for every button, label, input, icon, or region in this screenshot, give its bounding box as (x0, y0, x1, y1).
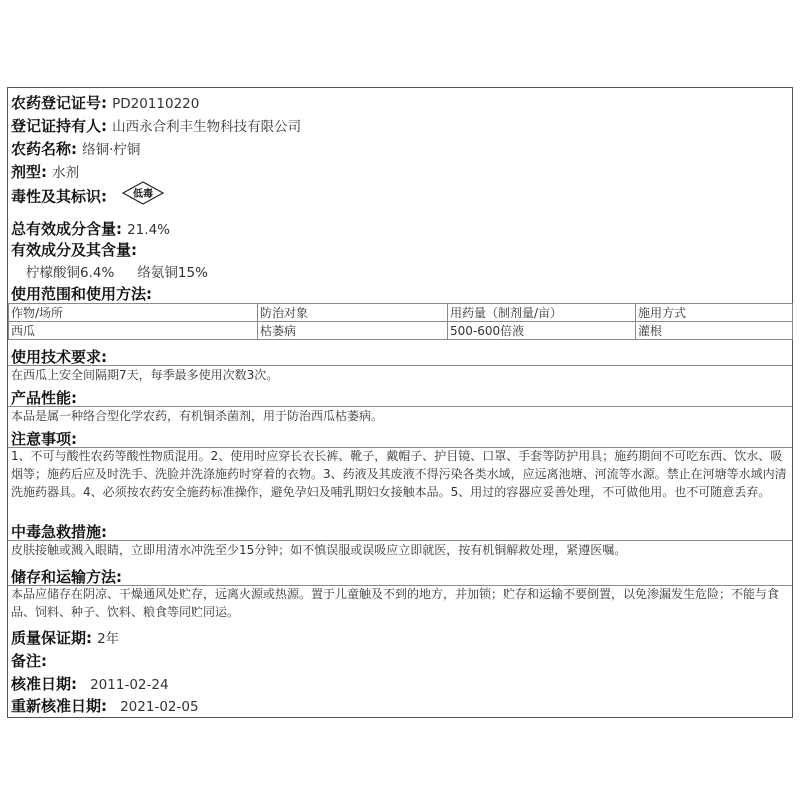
usage-table (8, 303, 793, 340)
table-row (9, 322, 793, 340)
pesticide-name-row (11, 138, 140, 159)
total-content-row (11, 218, 170, 239)
usage-header-cell: 用药量（制剂量/亩） (448, 304, 636, 322)
performance-heading (11, 387, 77, 408)
ingredients-heading (11, 239, 137, 260)
storage-label: 储存和运输方法: (11, 568, 122, 586)
reapproval-date-label: 重新核准日期: (11, 697, 107, 715)
pesticide-name-value: 络铜·柠铜 (82, 142, 141, 158)
usage-heading (11, 283, 152, 304)
approval-date-row (11, 673, 169, 694)
toxicity-label: 毒性及其标识: (11, 187, 107, 206)
storage-heading (11, 566, 122, 587)
reapproval-date-value: 2021-02-05 (120, 699, 199, 715)
first-aid-text: 皮肤接触或溅入眼睛，立即用清水冲洗至少15分钟；如不慎误服或误吸应立即就医，按有机铜解救处理，紧遵医嘱。 (11, 543, 627, 557)
usage-header-cell: 作物/场所 (9, 304, 258, 322)
performance-label: 产品性能: (11, 389, 77, 407)
usage-header-cell: 施用方式 (636, 304, 793, 322)
warranty-label: 质量保证期: (11, 629, 92, 647)
warranty-value: 2年 (97, 631, 120, 647)
approval-date-value: 2011-02-24 (90, 677, 169, 693)
formulation-label: 剂型: (11, 163, 47, 181)
technique-heading (11, 346, 107, 367)
total-content-label: 总有效成分含量: (11, 220, 122, 238)
first-aid-label: 中毒急救措施: (11, 523, 107, 541)
usage-cell: 西瓜 (9, 322, 258, 340)
performance-text: 本品是属一种络合型化学农药，有机铜杀菌剂，用于防治西瓜枯萎病。 (11, 409, 384, 423)
pesticide-registration-card (7, 87, 793, 718)
formulation-row (11, 161, 79, 182)
usage-cell: 灌根 (636, 322, 793, 340)
approval-date-label: 核准日期: (11, 675, 77, 693)
precautions-heading (11, 428, 77, 449)
remarks-row (11, 650, 47, 671)
remarks-label: 备注: (11, 652, 47, 670)
reapproval-date-row (11, 695, 199, 716)
registration-number-row (11, 92, 199, 113)
usage-cell: 枯萎病 (258, 322, 448, 340)
toxicity-badge-text: 低毒 (133, 189, 154, 200)
ingredient-item: 络氨铜15% (137, 265, 208, 281)
registration-number-value: PD20110220 (112, 96, 200, 112)
total-content-value: 21.4% (127, 222, 170, 238)
usage-cell: 500-600倍液 (448, 322, 636, 340)
precautions-label: 注意事项: (11, 430, 77, 448)
technique-label: 使用技术要求: (11, 348, 107, 366)
toxicity-row (11, 183, 164, 211)
precautions-text: 1、不可与酸性农药等酸性物质混用。2、使用时应穿长衣长裤、靴子，戴帽子、护目镜、口罩、手套等防护用具；施药期间不可吃东西、饮水、吸烟等；施药后应及时洗手、洗脸并洗涤施药时穿着的衣物。3、药液及其废液不得污染各类水域，应远离池塘、河流等水源。禁止在河塘等水域内清洗施药器具。4、必须按农药安全施药标准操作，避免孕妇及哺乳期妇女接触本品。5、用过的容器应妥善处理，不可做他用。也不可随意丢弃。 (11, 449, 787, 499)
registration-number-label: 农药登记证号: (11, 94, 107, 112)
warranty-row (11, 627, 119, 648)
low-toxicity-badge-icon (122, 181, 164, 209)
technique-text: 在西瓜上安全间隔期7天，每季最多使用次数3次。 (11, 368, 279, 382)
pesticide-name-label: 农药名称: (11, 140, 77, 158)
storage-text: 本品应储存在阴凉、干燥通风处贮存，远离火源或热源。置于儿童触及不到的地方，并加锁；贮存和运输不要倒置，以免渗漏发生危险；不能与食品、饲料、种子、饮料、粮食等同贮同运。 (11, 587, 780, 619)
ingredients-label: 有效成分及其含量: (11, 241, 137, 259)
formulation-value: 水剂 (52, 165, 80, 181)
holder-value: 山西永合利丰生物科技有限公司 (112, 119, 302, 135)
holder-row (11, 115, 301, 136)
holder-label: 登记证持有人: (11, 117, 107, 135)
first-aid-heading (11, 521, 107, 542)
ingredient-item: 柠檬酸铜6.4% (26, 265, 115, 281)
usage-header-cell: 防治对象 (258, 304, 448, 322)
usage-table-header-row (9, 304, 793, 322)
usage-label: 使用范围和使用方法: (11, 285, 152, 303)
ingredients-list (26, 261, 208, 281)
